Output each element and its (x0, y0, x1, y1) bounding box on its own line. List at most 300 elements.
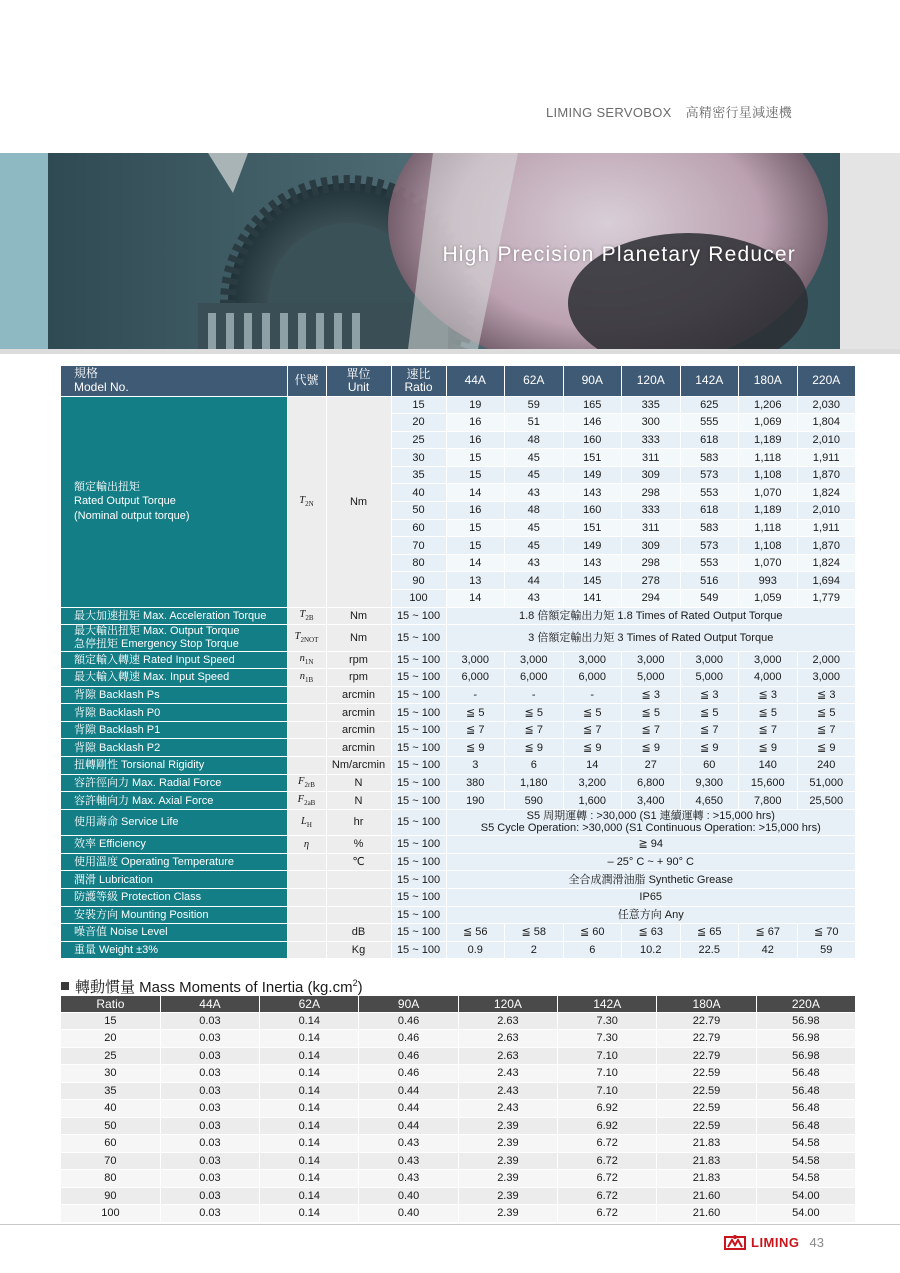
noise-level-value: ≦ 58 (505, 924, 564, 942)
weight-row (61, 941, 856, 959)
liming-logo-icon (724, 1234, 746, 1250)
inertia-col-header: 142A (558, 996, 657, 1012)
max-axial-force-value: 4,650 (680, 792, 739, 810)
inertia-title-text: 轉動慣量 Mass Moments of Inertia (kg.cm (75, 979, 353, 996)
torque-value: 1,189 (739, 431, 798, 449)
service-life-value-line: S5 周期運轉 : >30,000 (S1 連續運轉 : >15,000 hrs) (526, 809, 775, 822)
model-header (61, 366, 287, 396)
torque-value: 43 (505, 554, 564, 572)
backlash-p0-value: ≦ 5 (505, 704, 564, 722)
backlash-p1-symbol (287, 721, 326, 739)
efficiency-ratio: 15 ~ 100 (391, 836, 446, 854)
inertia-cell: 6.72 (558, 1135, 657, 1153)
backlash-p0-symbol (287, 704, 326, 722)
inertia-cell: 0.03 (160, 1082, 259, 1100)
model-col-header: 142A (680, 366, 739, 396)
torque-value: 15 (446, 466, 505, 484)
inertia-cell: 0.14 (260, 1047, 359, 1065)
inertia-cell: 0.03 (160, 1117, 259, 1135)
backlash-ps-value: - (446, 686, 505, 704)
torque-value: 1,694 (797, 572, 856, 590)
max-radial-force-unit: N (326, 774, 391, 792)
weight-value: 59 (797, 941, 856, 959)
efficiency-row (61, 836, 856, 854)
inertia-row (61, 1152, 856, 1170)
torque-value: 48 (505, 431, 564, 449)
torque-unit: Nm (326, 396, 391, 607)
noise-level-value: ≦ 63 (622, 924, 681, 942)
torque-value: 311 (622, 449, 681, 467)
torque-value: 573 (680, 537, 739, 555)
ratio-header-en: Ratio (404, 379, 433, 394)
inertia-cell: 56.98 (756, 1030, 855, 1048)
inertia-cell: 0.03 (160, 1065, 259, 1083)
torque-value: 19 (446, 396, 505, 414)
inertia-row (61, 1117, 856, 1135)
inertia-cell: 21.83 (657, 1152, 756, 1170)
spec-body (61, 396, 856, 959)
inertia-cell: 35 (61, 1082, 160, 1100)
torque-value: 333 (622, 431, 681, 449)
torque-value: 1,108 (739, 466, 798, 484)
inertia-cell: 2.39 (458, 1187, 557, 1205)
inertia-cell: 6.72 (558, 1205, 657, 1223)
rated-input-speed-value: 3,000 (505, 651, 564, 669)
backlash-p2-value: ≦ 9 (739, 739, 798, 757)
max-axial-force-value: 1,600 (563, 792, 622, 810)
inertia-cell: 56.98 (756, 1012, 855, 1030)
max-radial-force-value: 380 (446, 774, 505, 792)
torsional-rigidity-value: 6 (505, 757, 564, 775)
torsional-rigidity-symbol (287, 757, 326, 775)
backlash-ps-row (61, 686, 856, 704)
backlash-p0-label: 背隙 Backlash P0 (61, 704, 287, 722)
inertia-col-header: 90A (359, 996, 458, 1012)
noise-level-value: ≦ 65 (680, 924, 739, 942)
backlash-ps-value: ≦ 3 (680, 686, 739, 704)
torsional-rigidity-label: 扭轉剛性 Torsional Rigidity (61, 757, 287, 775)
operating-temperature-label: 使用溫度 Operating Temperature (61, 853, 287, 871)
backlash-p2-ratio: 15 ~ 100 (391, 739, 446, 757)
noise-level-label: 噪音值 Noise Level (61, 924, 287, 942)
operating-temperature-value: – 25° C ~ + 90° C (446, 853, 856, 871)
inertia-cell: 54.58 (756, 1152, 855, 1170)
inertia-cell: 56.98 (756, 1047, 855, 1065)
inertia-cell: 0.14 (260, 1100, 359, 1118)
inertia-cell: 0.14 (260, 1187, 359, 1205)
backlash-p2-label: 背隙 Backlash P2 (61, 739, 287, 757)
torque-value: 618 (680, 502, 739, 520)
efficiency-symbol: η (287, 836, 326, 854)
torque-value: 44 (505, 572, 564, 590)
torque-value: 146 (563, 414, 622, 432)
mounting-position-label: 安裝方向 Mounting Position (61, 906, 287, 924)
backlash-ps-value: ≦ 3 (622, 686, 681, 704)
rated-input-speed-row (61, 651, 856, 669)
inertia-row (61, 1047, 856, 1065)
backlash-p1-value: ≦ 7 (505, 721, 564, 739)
mounting-position-ratio: 15 ~ 100 (391, 906, 446, 924)
torque-value: 1,118 (739, 449, 798, 467)
rated-input-speed-label: 額定輸入轉速 Rated Input Speed (61, 651, 287, 669)
service-life-symbol: $L_H$ (287, 809, 326, 835)
noise-level-row (61, 924, 856, 942)
torque-value: 309 (622, 466, 681, 484)
torque-row (61, 396, 856, 414)
max-acceleration-torque-row (61, 607, 856, 625)
weight-symbol (287, 941, 326, 959)
footer-brand: LIMING (751, 1234, 800, 1250)
inertia-cell: 6.72 (558, 1187, 657, 1205)
backlash-p0-value: ≦ 5 (739, 704, 798, 722)
inertia-row (61, 1065, 856, 1083)
torque-value: 1,189 (739, 502, 798, 520)
max-radial-force-value: 1,180 (505, 774, 564, 792)
torque-value: 14 (446, 590, 505, 608)
backlash-p0-value: ≦ 5 (563, 704, 622, 722)
torque-value: 160 (563, 502, 622, 520)
inertia-col-header: 62A (260, 996, 359, 1012)
inertia-cell: 15 (61, 1012, 160, 1030)
lubrication-value: 全合成潤滑油脂 Synthetic Grease (446, 871, 856, 889)
rated-torque-label-line: (Nominal output torque) (74, 509, 190, 522)
inertia-cell: 0.03 (160, 1187, 259, 1205)
max-radial-force-row (61, 774, 856, 792)
backlash-ps-label: 背隙 Backlash Ps (61, 686, 287, 704)
max-axial-force-symbol: $F_{2aB}$ (287, 792, 326, 810)
ratio-cell: 25 (391, 431, 446, 449)
inertia-cell: 56.48 (756, 1100, 855, 1118)
efficiency-value: ≧ 94 (446, 836, 856, 854)
inertia-cell: 25 (61, 1047, 160, 1065)
weight-value: 10.2 (622, 941, 681, 959)
model-col-header: 180A (739, 366, 798, 396)
torque-value: 45 (505, 537, 564, 555)
protection-class-unit (326, 888, 391, 906)
model-col-header: 44A (446, 366, 505, 396)
torque-value: 165 (563, 396, 622, 414)
ratio-cell: 100 (391, 590, 446, 608)
inertia-cell: 22.79 (657, 1012, 756, 1030)
torque-value: 2,010 (797, 502, 856, 520)
torque-value: 45 (505, 449, 564, 467)
max-input-speed-value: 3,000 (797, 669, 856, 687)
backlash-p2-value: ≦ 9 (797, 739, 856, 757)
operating-temperature-symbol (287, 853, 326, 871)
torque-value: 625 (680, 396, 739, 414)
ratio-cell: 20 (391, 414, 446, 432)
service-life-value (446, 809, 856, 835)
rated-input-speed-value: 3,000 (622, 651, 681, 669)
torque-value: 1,824 (797, 554, 856, 572)
torque-value: 1,911 (797, 449, 856, 467)
inertia-cell: 60 (61, 1135, 160, 1153)
noise-level-value: ≦ 60 (563, 924, 622, 942)
lubrication-row (61, 871, 856, 889)
torque-value: 300 (622, 414, 681, 432)
noise-level-symbol (287, 924, 326, 942)
torque-value: 309 (622, 537, 681, 555)
footer (724, 1234, 824, 1250)
inertia-cell: 0.43 (359, 1170, 458, 1188)
mounting-position-row (61, 906, 856, 924)
model-col-header: 90A (563, 366, 622, 396)
rated-input-speed-value: 3,000 (563, 651, 622, 669)
max-radial-force-value: 9,300 (680, 774, 739, 792)
backlash-p1-row (61, 721, 856, 739)
torque-value: 16 (446, 431, 505, 449)
backlash-p2-value: ≦ 9 (563, 739, 622, 757)
weight-value: 6 (563, 941, 622, 959)
torque-value: 149 (563, 537, 622, 555)
operating-temperature-ratio: 15 ~ 100 (391, 853, 446, 871)
backlash-p2-value: ≦ 9 (446, 739, 505, 757)
protection-class-symbol (287, 888, 326, 906)
max-axial-force-ratio: 15 ~ 100 (391, 792, 446, 810)
inertia-cell: 22.79 (657, 1030, 756, 1048)
max-input-speed-label: 最大輸入轉速 Max. Input Speed (61, 669, 287, 687)
torque-value: 1,070 (739, 484, 798, 502)
page-header (546, 102, 792, 121)
torque-value: 555 (680, 414, 739, 432)
torsional-rigidity-ratio: 15 ~ 100 (391, 757, 446, 775)
torsional-rigidity-value: 240 (797, 757, 856, 775)
torque-value: 333 (622, 502, 681, 520)
inertia-cell: 56.48 (756, 1082, 855, 1100)
noise-level-value: ≦ 67 (739, 924, 798, 942)
inertia-cell: 2.39 (458, 1135, 557, 1153)
backlash-p0-value: ≦ 5 (797, 704, 856, 722)
inertia-cell: 22.59 (657, 1065, 756, 1083)
inertia-cell: 2.39 (458, 1152, 557, 1170)
max-axial-force-value: 7,800 (739, 792, 798, 810)
lubrication-symbol (287, 871, 326, 889)
torsional-rigidity-value: 3 (446, 757, 505, 775)
max-radial-force-ratio: 15 ~ 100 (391, 774, 446, 792)
noise-level-value: ≦ 70 (797, 924, 856, 942)
inertia-col-header: 220A (756, 996, 855, 1012)
torque-value: 1,059 (739, 590, 798, 608)
max-radial-force-label: 容許徑向力 Max. Radial Force (61, 774, 287, 792)
ratio-cell: 70 (391, 537, 446, 555)
inertia-row (61, 1205, 856, 1223)
inertia-cell: 2.43 (458, 1100, 557, 1118)
torque-value: 14 (446, 554, 505, 572)
torque-value: 16 (446, 414, 505, 432)
torque-value: 48 (505, 502, 564, 520)
header-subtitle: 高精密行星減速機 (685, 105, 792, 120)
inertia-cell: 54.58 (756, 1135, 855, 1153)
backlash-ps-value: - (563, 686, 622, 704)
ratio-cell: 40 (391, 484, 446, 502)
ratio-header (391, 366, 446, 396)
inertia-cell: 0.46 (359, 1047, 458, 1065)
service-life-ratio: 15 ~ 100 (391, 809, 446, 835)
torsional-rigidity-value: 140 (739, 757, 798, 775)
ratio-cell: 60 (391, 519, 446, 537)
mounting-position-symbol (287, 906, 326, 924)
rated-input-speed-value: 3,000 (739, 651, 798, 669)
model-header-cn: 規格 (74, 365, 99, 380)
rated-input-speed-value: 3,000 (446, 651, 505, 669)
model-col-header: 62A (505, 366, 564, 396)
backlash-ps-value: ≦ 3 (739, 686, 798, 704)
torque-value: 45 (505, 519, 564, 537)
max-input-speed-value: 6,000 (446, 669, 505, 687)
backlash-p2-row (61, 739, 856, 757)
lubrication-ratio: 15 ~ 100 (391, 871, 446, 889)
unit-header-cn: 單位 (346, 366, 371, 381)
backlash-p1-unit: arcmin (326, 721, 391, 739)
code-header: 代號 (287, 366, 326, 396)
inertia-cell: 0.03 (160, 1100, 259, 1118)
max-input-speed-value: 5,000 (680, 669, 739, 687)
torque-value: 149 (563, 466, 622, 484)
inertia-cell: 0.43 (359, 1135, 458, 1153)
max-input-speed-value: 5,000 (622, 669, 681, 687)
rated-input-speed-value: 2,000 (797, 651, 856, 669)
max-radial-force-value: 3,200 (563, 774, 622, 792)
torque-value: 1,069 (739, 414, 798, 432)
max-radial-force-value: 15,600 (739, 774, 798, 792)
inertia-cell: 0.40 (359, 1205, 458, 1223)
weight-value: 0.9 (446, 941, 505, 959)
banner-right-strip (840, 153, 900, 349)
banner-image (48, 153, 840, 349)
backlash-p1-value: ≦ 7 (739, 721, 798, 739)
torque-value: 143 (563, 484, 622, 502)
inertia-row (61, 1135, 856, 1153)
inertia-cell: 2.43 (458, 1065, 557, 1083)
max-input-speed-value: 4,000 (739, 669, 798, 687)
inertia-cell: 0.03 (160, 1135, 259, 1153)
inertia-cell: 0.46 (359, 1012, 458, 1030)
inertia-col-header: 180A (657, 996, 756, 1012)
inertia-cell: 2.63 (458, 1047, 557, 1065)
inertia-cell: 54.58 (756, 1170, 855, 1188)
max-radial-force-value: 6,800 (622, 774, 681, 792)
torque-value: 43 (505, 484, 564, 502)
operating-temperature-row (61, 853, 856, 871)
torque-value: 573 (680, 466, 739, 484)
inertia-cell: 56.48 (756, 1117, 855, 1135)
inertia-cell: 6.92 (558, 1100, 657, 1118)
max-input-speed-unit: rpm (326, 669, 391, 687)
torque-value: 553 (680, 554, 739, 572)
emergency-stop-torque-label-line: 最大輸出扭矩 Max. Output Torque (74, 625, 240, 638)
inertia-body (61, 1012, 856, 1222)
ratio-cell: 80 (391, 554, 446, 572)
max-acceleration-torque-label: 最大加速扭矩 Max. Acceleration Torque (61, 607, 287, 625)
torque-value: 1,870 (797, 537, 856, 555)
inertia-cell: 0.03 (160, 1030, 259, 1048)
torque-value: 1,824 (797, 484, 856, 502)
backlash-p0-row (61, 704, 856, 722)
torque-value: 151 (563, 519, 622, 537)
rated-torque-label-line: Rated Output Torque (74, 495, 176, 508)
torque-value: 294 (622, 590, 681, 608)
torque-value: 2,010 (797, 431, 856, 449)
inertia-cell: 90 (61, 1187, 160, 1205)
ratio-cell: 30 (391, 449, 446, 467)
emergency-stop-torque-symbol: $T_{2NOT}$ (287, 625, 326, 651)
inertia-cell: 6.92 (558, 1117, 657, 1135)
backlash-p2-unit: arcmin (326, 739, 391, 757)
torque-value: 141 (563, 590, 622, 608)
backlash-ps-ratio: 15 ~ 100 (391, 686, 446, 704)
max-axial-force-value: 190 (446, 792, 505, 810)
inertia-cell: 0.46 (359, 1030, 458, 1048)
backlash-ps-unit: arcmin (326, 686, 391, 704)
weight-ratio: 15 ~ 100 (391, 941, 446, 959)
inertia-cell: 0.14 (260, 1170, 359, 1188)
inertia-cell: 21.83 (657, 1135, 756, 1153)
inertia-cell: 54.00 (756, 1187, 855, 1205)
torque-value: 993 (739, 572, 798, 590)
emergency-stop-torque-row (61, 625, 856, 651)
torque-value: 618 (680, 431, 739, 449)
inertia-cell: 0.03 (160, 1170, 259, 1188)
inertia-cell: 2.39 (458, 1170, 557, 1188)
inertia-header-row (61, 996, 856, 1012)
unit-header-en: Unit (347, 379, 370, 394)
model-col-header: 120A (622, 366, 681, 396)
torsional-rigidity-value: 60 (680, 757, 739, 775)
inertia-cell: 2.39 (458, 1205, 557, 1223)
max-axial-force-row (61, 792, 856, 810)
model-header-en: Model No. (74, 379, 129, 394)
inertia-cell: 0.44 (359, 1117, 458, 1135)
backlash-ps-value: ≦ 3 (797, 686, 856, 704)
backlash-p1-value: ≦ 7 (563, 721, 622, 739)
inertia-cell: 2.63 (458, 1012, 557, 1030)
rated-input-speed-unit: rpm (326, 651, 391, 669)
max-radial-force-symbol: $F_{2rB}$ (287, 774, 326, 792)
inertia-cell: 100 (61, 1205, 160, 1223)
backlash-p0-ratio: 15 ~ 100 (391, 704, 446, 722)
torque-value: 583 (680, 519, 739, 537)
inertia-cell: 22.59 (657, 1117, 756, 1135)
backlash-p0-value: ≦ 5 (622, 704, 681, 722)
max-input-speed-row (61, 669, 856, 687)
torque-value: 1,911 (797, 519, 856, 537)
lubrication-label: 潤滑 Lubrication (61, 871, 287, 889)
max-axial-force-label: 容許軸向力 Max. Axial Force (61, 792, 287, 810)
inertia-cell: 0.03 (160, 1205, 259, 1223)
inertia-cell: 80 (61, 1170, 160, 1188)
noise-level-ratio: 15 ~ 100 (391, 924, 446, 942)
bullet-square-icon (61, 982, 69, 990)
max-radial-force-value: 51,000 (797, 774, 856, 792)
ratio-cell: 50 (391, 502, 446, 520)
rated-torque-label-line: 額定輸出扭矩 (74, 481, 140, 494)
inertia-cell: 22.59 (657, 1100, 756, 1118)
backlash-p1-value: ≦ 7 (622, 721, 681, 739)
inertia-cell: 0.14 (260, 1012, 359, 1030)
inertia-cell: 0.44 (359, 1082, 458, 1100)
inertia-cell: 56.48 (756, 1065, 855, 1083)
operating-temperature-unit: ℃ (326, 853, 391, 871)
inertia-cell: 7.30 (558, 1012, 657, 1030)
torque-value: 298 (622, 554, 681, 572)
rated-input-speed-ratio: 15 ~ 100 (391, 651, 446, 669)
max-input-speed-value: 6,000 (505, 669, 564, 687)
ratio-cell: 35 (391, 466, 446, 484)
inertia-cell: 50 (61, 1117, 160, 1135)
backlash-p1-value: ≦ 7 (797, 721, 856, 739)
inertia-cell: 7.10 (558, 1065, 657, 1083)
backlash-p1-ratio: 15 ~ 100 (391, 721, 446, 739)
